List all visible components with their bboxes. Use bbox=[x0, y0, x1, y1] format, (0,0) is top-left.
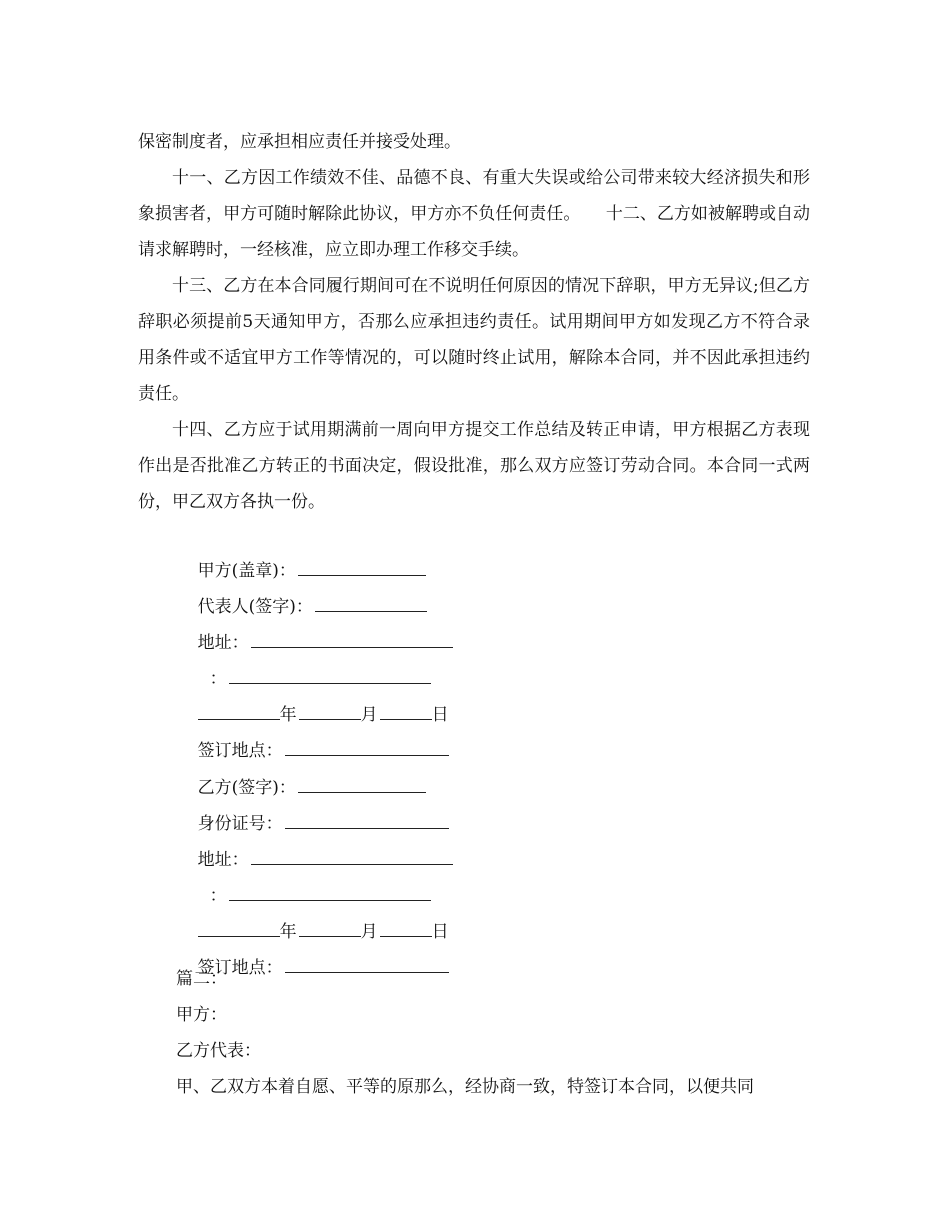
section2-party-a-label: 甲方： bbox=[176, 1005, 227, 1025]
party-a-address-label: 地址： bbox=[197, 633, 249, 653]
paragraph-clause-14: 十四、乙方应于试用期满前一周向甲方提交工作总结及转正申请，甲方根据乙方表现作出是否批准乙方转正的书面决定，假设批准，那么双方应签订劳动合同。本合同一式两份，甲乙双方各执一份。 bbox=[138, 420, 810, 512]
party-a-rep-label: 代表人(签字)： bbox=[197, 597, 313, 617]
party-b-id-label: 身份证号： bbox=[197, 814, 283, 834]
section2-intro: 甲、乙双方本着自愿、平等的原那么，经协商一致，特签订本合同，以便共同 bbox=[176, 1077, 754, 1097]
party-a-colon-label: ： bbox=[209, 669, 227, 689]
party-b-address-label: 地址： bbox=[197, 850, 249, 870]
party-a-day-label: 日 bbox=[431, 705, 449, 725]
party-b-day-label: 日 bbox=[431, 922, 449, 942]
party-a-seal-label: 甲方(盖章)： bbox=[197, 561, 296, 581]
section2-heading: 篇二： bbox=[176, 969, 227, 989]
party-b-year-label: 年 bbox=[279, 922, 297, 942]
party-a-year-label: 年 bbox=[279, 705, 297, 725]
paragraph-clause-11-12: 十一、乙方因工作绩效不佳、品德不良、有重大失误或给公司带来较大经济损失和形象损害者，甲方可随时解除此协议，甲方亦不负任何责任。 十二、乙方如被解聘或自动请求解聘时，一经核准，应立即办理工作移交手续。 bbox=[138, 168, 810, 260]
party-b-month-label: 月 bbox=[360, 922, 378, 942]
paragraph-clause-13: 十三、乙方在本合同履行期间可在不说明任何原因的情况下辞职，甲方无异议;但乙方辞职必须提前5天通知甲方，否那么应承担违约责任。试用期间甲方如发现乙方不符合录用条件或不适宜甲方工作等情况的，可以随时终止试用，解除本合同，并不因此承担违约责任。 bbox=[138, 276, 810, 404]
party-b-place-label: 签订地点： bbox=[197, 958, 283, 978]
party-b-sign-label: 乙方(签字)： bbox=[197, 778, 296, 798]
party-b-place-blank bbox=[285, 954, 449, 973]
paragraph-confidentiality-end: 保密制度者，应承担相应责任并接受处理。 bbox=[138, 132, 461, 152]
section2-party-b-label: 乙方代表： bbox=[176, 1041, 261, 1061]
party-b-colon-label: ： bbox=[209, 886, 227, 906]
party-a-month-label: 月 bbox=[360, 705, 378, 725]
party-a-place-label: 签订地点： bbox=[197, 741, 283, 761]
